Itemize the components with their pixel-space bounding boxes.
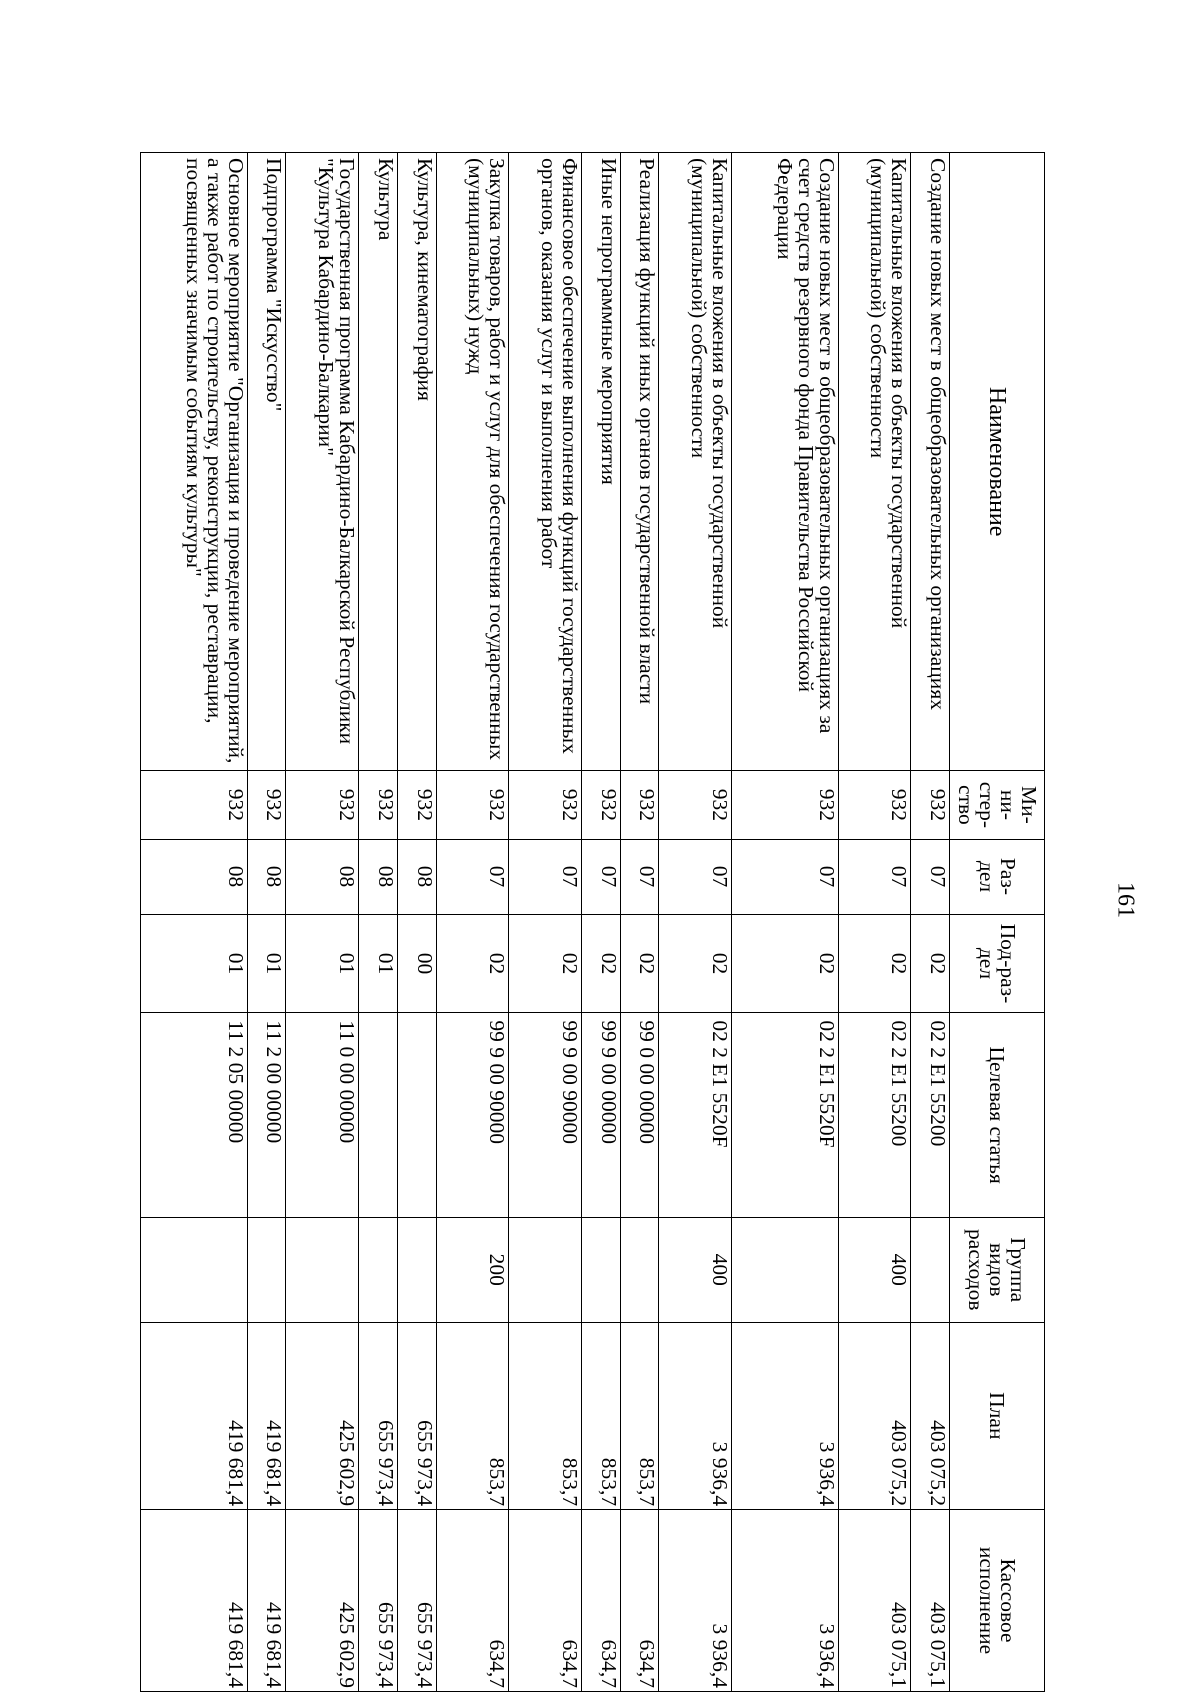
row-plan: 3 936,4 [732,1322,839,1510]
row-target: 99 9 00 90000 [436,1013,509,1218]
header-name: Наименование [950,153,1045,771]
header-expense-group: Группа видов расходов [950,1217,1045,1322]
row-name: Создание новых мест в общеобразовательных организациях за счет средств резервного фонда Правительства Российской Федерации [732,153,839,771]
row-subsection: 02 [620,914,659,1013]
row-name: Финансовое обеспечение выполнения функций государственных органов, оказания услуг и выполнения работ [509,153,582,771]
row-ministry: 932 [911,771,950,839]
header-section: Раз-дел [950,839,1045,914]
row-section: 07 [436,839,509,914]
budget-table [140,152,1045,1692]
table-row [732,153,839,1692]
row-ministry: 932 [359,771,398,839]
row-execution: 655 973,4 [359,1510,398,1692]
row-name: Капитальные вложения в объекты государственной (муниципальной) собственности [838,153,911,771]
row-plan: 425 602,9 [286,1322,359,1510]
row-name: Культура, кинематография [397,153,436,771]
row-target: 02 2 E1 5520F [659,1013,732,1218]
row-ministry: 932 [620,771,659,839]
table-row [397,153,436,1692]
header-subsection: Под-раз-дел [950,914,1045,1013]
row-section: 07 [509,839,582,914]
row-name: Реализация функций иных органов государственной власти [620,153,659,771]
row-plan: 403 075,2 [911,1322,950,1510]
row-plan: 419 681,4 [247,1322,286,1510]
table-row [359,153,398,1692]
row-subsection: 02 [732,914,839,1013]
row-target: 02 2 E1 55200 [911,1013,950,1218]
row-target [397,1013,436,1218]
row-ministry: 932 [286,771,359,839]
row-plan: 853,7 [620,1322,659,1510]
budget-table-container [140,152,1045,1692]
row-section: 08 [141,839,248,914]
table-row [436,153,509,1692]
row-plan: 853,7 [436,1322,509,1510]
row-subsection: 01 [141,914,248,1013]
table-row [838,153,911,1692]
row-plan: 655 973,4 [359,1322,398,1510]
table-body [141,153,950,1692]
row-name: Иные непрограммные мероприятия [581,153,620,771]
table-row [659,153,732,1692]
row-subsection: 02 [838,914,911,1013]
row-name: Культура [359,153,398,771]
row-execution: 3 936,4 [659,1510,732,1692]
row-target: 11 0 00 00000 [286,1013,359,1218]
row-section: 07 [838,839,911,914]
table-row [141,153,248,1692]
row-execution: 634,7 [581,1510,620,1692]
row-ministry: 932 [141,771,248,839]
row-execution: 425 602,9 [286,1510,359,1692]
row-plan: 853,7 [509,1322,582,1510]
row-execution: 419 681,4 [141,1510,248,1692]
row-target [359,1013,398,1218]
row-ministry: 932 [581,771,620,839]
row-name: Капитальные вложения в объекты государственной (муниципальной) собственности [659,153,732,771]
row-ministry: 932 [838,771,911,839]
row-execution: 634,7 [509,1510,582,1692]
row-subsection: 01 [247,914,286,1013]
row-expense-group: 400 [659,1217,732,1322]
row-subsection: 02 [581,914,620,1013]
row-target: 11 2 00 00000 [247,1013,286,1218]
row-execution: 419 681,4 [247,1510,286,1692]
header-ministry: Ми-ни-стер-ство [950,771,1045,839]
row-ministry: 932 [247,771,286,839]
row-ministry: 932 [659,771,732,839]
row-target: 99 9 00 90000 [509,1013,582,1218]
row-expense-group: 400 [838,1217,911,1322]
row-execution: 403 075,1 [838,1510,911,1692]
row-section: 08 [359,839,398,914]
row-expense-group [509,1217,582,1322]
row-section: 07 [581,839,620,914]
table-row [286,153,359,1692]
row-plan: 655 973,4 [397,1322,436,1510]
row-name: Создание новых мест в общеобразовательных организациях [911,153,950,771]
row-section: 07 [659,839,732,914]
row-target: 11 2 05 00000 [141,1013,248,1218]
row-section: 08 [247,839,286,914]
table-row [620,153,659,1692]
row-expense-group [359,1217,398,1322]
row-subsection: 02 [911,914,950,1013]
header-target: Целевая статья [950,1013,1045,1218]
row-ministry: 932 [509,771,582,839]
row-expense-group [286,1217,359,1322]
row-subsection: 02 [509,914,582,1013]
row-ministry: 932 [436,771,509,839]
row-section: 08 [286,839,359,914]
row-section: 07 [620,839,659,914]
row-expense-group [247,1217,286,1322]
row-execution: 634,7 [436,1510,509,1692]
row-subsection: 02 [659,914,732,1013]
row-section: 07 [732,839,839,914]
table-row [509,153,582,1692]
header-execution: Кассовое исполнение [950,1510,1045,1692]
table-row [247,153,286,1692]
row-section: 07 [911,839,950,914]
row-execution: 655 973,4 [397,1510,436,1692]
row-subsection: 00 [397,914,436,1013]
table-header-row [950,153,1045,1692]
header-plan: План [950,1322,1045,1510]
row-name: Подпрограмма "Искусство" [247,153,286,771]
row-plan: 853,7 [581,1322,620,1510]
table-row [581,153,620,1692]
page-number: 161 [1112,882,1139,918]
row-plan: 403 075,2 [838,1322,911,1510]
row-ministry: 932 [732,771,839,839]
row-execution: 3 936,4 [732,1510,839,1692]
row-name: Основное мероприятие "Организация и проведение мероприятий, а также работ по строительству, реконструкции, реставрации, посвященных значимым событиям культуры" [141,153,248,771]
row-expense-group [620,1217,659,1322]
row-name: Закупка товаров, работ и услуг для обеспечения государственных (муниципальных) нужд [436,153,509,771]
table-row [911,153,950,1692]
row-ministry: 932 [397,771,436,839]
row-name: Государственная программа Кабардино-Балкарской Республики "Культура Кабардино-Балкарии" [286,153,359,771]
row-expense-group [397,1217,436,1322]
row-target: 99 0 00 00000 [620,1013,659,1218]
row-subsection: 01 [286,914,359,1013]
row-subsection: 02 [436,914,509,1013]
row-target: 02 2 E1 5520F [732,1013,839,1218]
row-execution: 403 075,1 [911,1510,950,1692]
row-plan: 419 681,4 [141,1322,248,1510]
row-expense-group [581,1217,620,1322]
row-expense-group [911,1217,950,1322]
row-expense-group [732,1217,839,1322]
row-target: 99 9 00 00000 [581,1013,620,1218]
row-execution: 634,7 [620,1510,659,1692]
row-target: 02 2 E1 55200 [838,1013,911,1218]
row-plan: 3 936,4 [659,1322,732,1510]
row-expense-group [141,1217,248,1322]
row-expense-group: 200 [436,1217,509,1322]
row-section: 08 [397,839,436,914]
row-subsection: 01 [359,914,398,1013]
